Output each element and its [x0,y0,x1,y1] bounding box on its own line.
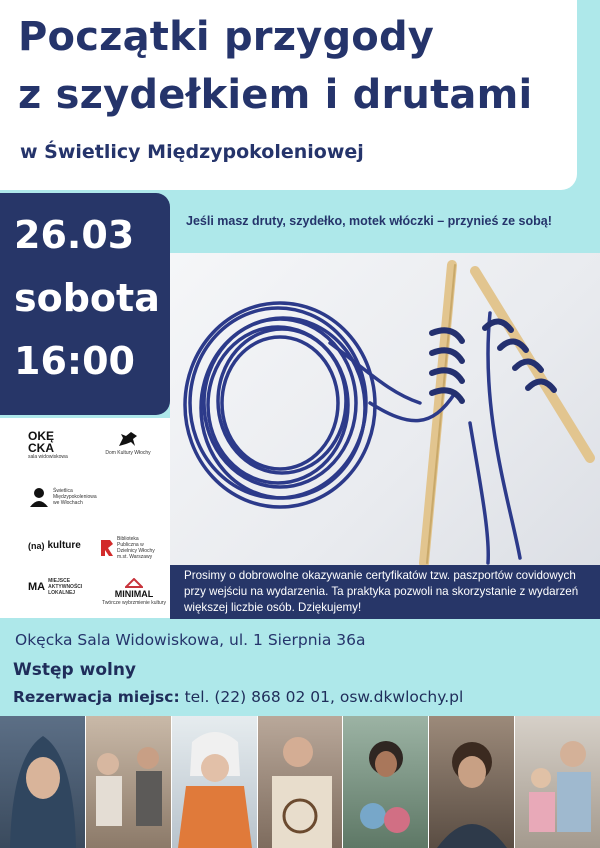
event-date: 26.03 [14,213,135,257]
photo-man-hoodie [0,716,86,848]
title-line-2: z szydełkiem i drutami [18,72,533,118]
man-figure [0,716,86,848]
photo-hands-knitting [258,716,344,848]
free-entry: Wstęp wolny [13,660,137,680]
naszej-kulture-logo: (na) kulture [28,540,81,551]
swietlica-logo: Świetlica Międzypokoleniowa we Włochach [28,486,100,508]
man-beard-figure [429,716,515,848]
woman-yarn-figure [343,716,429,848]
triangle-icon [125,578,143,588]
notice-line-1: Prosimy o dobrowolne okazywanie certyfikatów tzw. paszportów covidowych [184,569,576,582]
photo-woman-yarn [343,716,429,848]
map-logo: MA MIEJSCE AKTYWNOŚCI LOKALNEJ [28,578,83,596]
subtitle: w Świetlicy Międzypokoleniowej [20,141,364,163]
photo-woman-scarf [172,716,258,848]
okecka-logo: OKĘ CKA sala widowiskowa [28,429,68,460]
photo-man-beard [429,716,515,848]
photo-grandmother-child [515,716,600,848]
event-time: 16:00 [14,339,135,383]
photo-group-knitting [86,716,172,848]
horse-icon [117,430,139,448]
woman-scarf-figure [172,716,258,848]
header-panel [0,0,577,190]
reservation-contact: tel. (22) 868 02 01, osw.dkwlochy.pl [184,688,464,706]
family-figure [515,716,600,848]
partner-logos [0,418,170,618]
venue-address: Okęcka Sala Widowiskowa, ul. 1 Sierpnia 36a [15,631,366,649]
reservation-info [13,688,463,706]
title-line-1: Początki przygody [18,14,435,60]
yarn-illustration [170,253,600,565]
notice-line-2: przy wejściu na wydarzenia. Ta praktyka pozwoli na skorzystanie z wydarzeń [184,585,579,598]
library-icon [100,539,114,557]
reservation-label: Rezerwacja miejsc: [13,688,180,706]
minimal-logo: MINIMAL Twórcze wybrzmienie kultury [102,578,166,606]
page-title [18,8,532,124]
covid-notice [170,565,600,619]
biblioteka-logo: Biblioteka Publiczna w Dzielnicy Włochy m.st. Warszawy [100,536,164,560]
group-figure [86,716,172,848]
date-panel [0,193,170,415]
photo-strip [0,716,600,848]
bring-materials-note: Jeśli masz druty, szydełko, motek włóczki – przynieś ze sobą! [186,214,552,228]
hands-figure [258,716,344,848]
yarn-photo [170,253,600,565]
dkw-logo: Dom Kultury Włochy [98,430,158,456]
event-day: sobota [14,276,160,320]
notice-line-3: większej liczbie osób. Dziękujemy! [184,601,362,614]
person-icon [28,486,50,508]
